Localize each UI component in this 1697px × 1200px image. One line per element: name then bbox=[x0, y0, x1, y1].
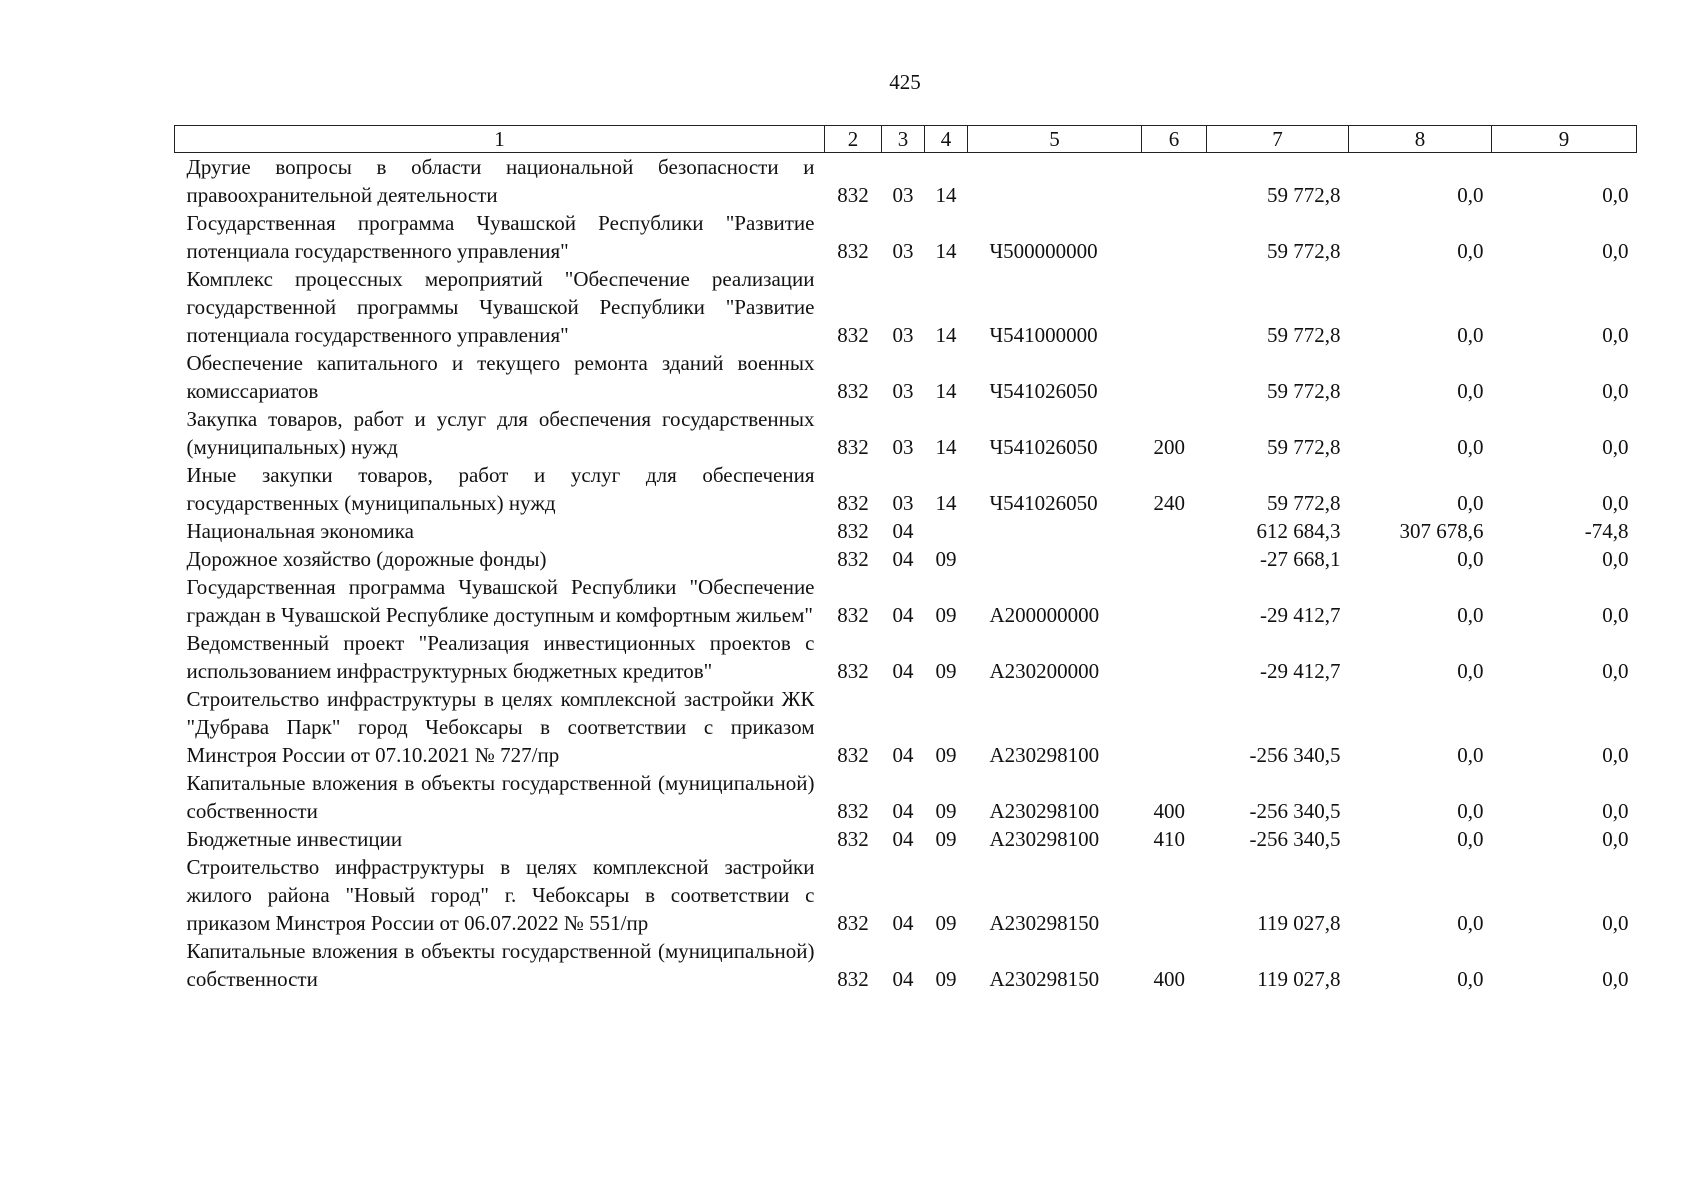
row-name: Другие вопросы в области национальной безопасности и правоохранительной деятельности bbox=[186, 155, 815, 207]
header-col-3: 3 bbox=[882, 126, 925, 153]
row-expense-type bbox=[1142, 629, 1207, 685]
row-section: 03 bbox=[892, 491, 914, 515]
row-target-article: Ч541000000 bbox=[989, 323, 1098, 347]
row-section: 04 bbox=[892, 827, 914, 851]
row-amount-8: 0,0 bbox=[1457, 799, 1484, 823]
row-name: Строительство инфраструктуры в целях комплексной застройки ЖК "Дубрава Парк" город Чебоксары в соответствии с приказом Минстроя России от 07.10.2021 № 727/пр bbox=[186, 687, 815, 767]
row-name: Ведомственный проект "Реализация инвестиционных проектов с использованием инфраструктурных бюджетных кредитов" bbox=[186, 631, 815, 683]
row-amount-8: 0,0 bbox=[1457, 547, 1484, 571]
row-amount-8: 0,0 bbox=[1457, 911, 1484, 935]
row-ministry-code: 832 bbox=[837, 379, 869, 403]
row-amount-8: 0,0 bbox=[1457, 967, 1484, 991]
row-amount-7: -256 340,5 bbox=[1249, 827, 1341, 851]
row-amount-8: 0,0 bbox=[1457, 827, 1484, 851]
row-subsection: 09 bbox=[935, 967, 957, 991]
row-target-article: А230298100 bbox=[989, 827, 1100, 851]
header-col-7: 7 bbox=[1207, 126, 1349, 153]
row-amount-7: 59 772,8 bbox=[1267, 323, 1341, 347]
row-amount-8: 0,0 bbox=[1457, 183, 1484, 207]
row-amount-9: 0,0 bbox=[1602, 491, 1629, 515]
row-target-article: Ч541026050 bbox=[989, 379, 1098, 403]
row-amount-7: -256 340,5 bbox=[1249, 799, 1341, 823]
row-target-article: А230298150 bbox=[989, 911, 1100, 935]
row-expense-type bbox=[1142, 265, 1207, 349]
row-section: 04 bbox=[892, 519, 914, 543]
row-amount-9: 0,0 bbox=[1602, 743, 1629, 767]
row-ministry-code: 832 bbox=[837, 827, 869, 851]
row-amount-8: 0,0 bbox=[1457, 603, 1484, 627]
row-subsection: 09 bbox=[935, 911, 957, 935]
row-subsection: 14 bbox=[935, 183, 957, 207]
table-row bbox=[175, 153, 1637, 210]
row-expense-type bbox=[1142, 153, 1207, 210]
row-expense-type: 200 bbox=[1153, 435, 1185, 459]
row-amount-9: 0,0 bbox=[1602, 911, 1629, 935]
row-amount-7: 119 027,8 bbox=[1257, 911, 1341, 935]
table-row bbox=[175, 545, 1637, 573]
row-expense-type bbox=[1142, 545, 1207, 573]
table-row bbox=[175, 405, 1637, 461]
row-subsection: 09 bbox=[935, 827, 957, 851]
row-amount-9: 0,0 bbox=[1602, 183, 1629, 207]
row-expense-type bbox=[1142, 349, 1207, 405]
row-ministry-code: 832 bbox=[837, 519, 869, 543]
row-name: Комплекс процессных мероприятий "Обеспечение реализации государственной программы Чувашской Республики "Развитие потенциала государственного управления" bbox=[186, 267, 815, 347]
row-expense-type bbox=[1142, 209, 1207, 265]
row-section: 04 bbox=[892, 911, 914, 935]
table-row bbox=[175, 769, 1637, 825]
row-ministry-code: 832 bbox=[837, 799, 869, 823]
row-ministry-code: 832 bbox=[837, 239, 869, 263]
row-amount-8: 0,0 bbox=[1457, 491, 1484, 515]
row-ministry-code: 832 bbox=[837, 967, 869, 991]
row-amount-7: 612 684,3 bbox=[1256, 519, 1341, 543]
row-amount-8: 0,0 bbox=[1457, 743, 1484, 767]
table-row bbox=[175, 629, 1637, 685]
row-subsection: 14 bbox=[935, 491, 957, 515]
table-body bbox=[175, 153, 1637, 994]
row-amount-8: 0,0 bbox=[1457, 323, 1484, 347]
row-name: Закупка товаров, работ и услуг для обеспечения государственных (муниципальных) нужд bbox=[186, 407, 815, 459]
table-row bbox=[175, 209, 1637, 265]
row-section: 04 bbox=[892, 603, 914, 627]
row-section: 04 bbox=[892, 967, 914, 991]
row-amount-7: 59 772,8 bbox=[1267, 435, 1341, 459]
row-ministry-code: 832 bbox=[837, 659, 869, 683]
row-expense-type: 240 bbox=[1153, 491, 1185, 515]
row-subsection: 09 bbox=[935, 547, 957, 571]
row-target-article: А230298100 bbox=[989, 799, 1100, 823]
header-col-9: 9 bbox=[1492, 126, 1637, 153]
header-col-1: 1 bbox=[175, 126, 825, 153]
row-section: 04 bbox=[892, 547, 914, 571]
row-name: Национальная экономика bbox=[186, 519, 414, 543]
row-ministry-code: 832 bbox=[837, 435, 869, 459]
row-name: Дорожное хозяйство (дорожные фонды) bbox=[186, 547, 547, 571]
row-amount-8: 0,0 bbox=[1457, 435, 1484, 459]
row-section: 04 bbox=[892, 659, 914, 683]
table-row bbox=[175, 517, 1637, 545]
row-subsection: 14 bbox=[935, 323, 957, 347]
row-target-article bbox=[968, 517, 1142, 545]
row-amount-8: 0,0 bbox=[1457, 379, 1484, 403]
row-target-article: Ч500000000 bbox=[989, 239, 1098, 263]
row-amount-7: -29 412,7 bbox=[1260, 603, 1341, 627]
row-amount-9: 0,0 bbox=[1602, 603, 1629, 627]
row-subsection bbox=[925, 517, 968, 545]
row-section: 03 bbox=[892, 379, 914, 403]
row-amount-7: 119 027,8 bbox=[1257, 967, 1341, 991]
row-expense-type bbox=[1142, 853, 1207, 937]
row-subsection: 14 bbox=[935, 379, 957, 403]
row-amount-9: 0,0 bbox=[1602, 239, 1629, 263]
row-ministry-code: 832 bbox=[837, 183, 869, 207]
table-row bbox=[175, 461, 1637, 517]
row-target-article: А230200000 bbox=[989, 659, 1100, 683]
row-amount-9: 0,0 bbox=[1602, 967, 1629, 991]
table-row bbox=[175, 685, 1637, 769]
table-row bbox=[175, 825, 1637, 853]
budget-table-container bbox=[174, 125, 1636, 993]
row-amount-7: 59 772,8 bbox=[1267, 491, 1341, 515]
row-subsection: 09 bbox=[935, 659, 957, 683]
row-subsection: 09 bbox=[935, 799, 957, 823]
row-subsection: 09 bbox=[935, 743, 957, 767]
row-name: Капитальные вложения в объекты государственной (муниципальной) собственности bbox=[186, 939, 815, 991]
row-expense-type bbox=[1142, 573, 1207, 629]
row-amount-7: -27 668,1 bbox=[1260, 547, 1341, 571]
row-target-article bbox=[968, 545, 1142, 573]
row-amount-7: -256 340,5 bbox=[1249, 743, 1341, 767]
row-amount-7: 59 772,8 bbox=[1267, 379, 1341, 403]
table-row bbox=[175, 265, 1637, 349]
row-section: 03 bbox=[892, 323, 914, 347]
header-col-4: 4 bbox=[925, 126, 968, 153]
row-expense-type: 400 bbox=[1153, 799, 1185, 823]
row-ministry-code: 832 bbox=[837, 323, 869, 347]
header-col-6: 6 bbox=[1142, 126, 1207, 153]
row-amount-9: 0,0 bbox=[1602, 659, 1629, 683]
row-section: 03 bbox=[892, 435, 914, 459]
row-section: 03 bbox=[892, 183, 914, 207]
row-amount-8: 307 678,6 bbox=[1399, 519, 1484, 543]
page-number: 425 bbox=[889, 70, 921, 94]
header-col-5: 5 bbox=[968, 126, 1142, 153]
header-col-2: 2 bbox=[825, 126, 882, 153]
row-target-article: Ч541026050 bbox=[989, 435, 1098, 459]
row-amount-9: 0,0 bbox=[1602, 827, 1629, 851]
header-row bbox=[175, 126, 1637, 153]
row-name: Капитальные вложения в объекты государственной (муниципальной) собственности bbox=[186, 771, 815, 823]
row-section: 04 bbox=[892, 743, 914, 767]
row-name: Строительство инфраструктуры в целях комплексной застройки жилого района "Новый город" г. Чебоксары в соответствии с приказом Минстроя России от 06.07.2022 № 551/пр bbox=[186, 855, 815, 935]
row-target-article: Ч541026050 bbox=[989, 491, 1098, 515]
header-col-8: 8 bbox=[1349, 126, 1492, 153]
table-row bbox=[175, 573, 1637, 629]
row-subsection: 14 bbox=[935, 435, 957, 459]
row-amount-9: 0,0 bbox=[1602, 379, 1629, 403]
row-subsection: 14 bbox=[935, 239, 957, 263]
row-amount-7: -29 412,7 bbox=[1260, 659, 1341, 683]
row-amount-9: 0,0 bbox=[1602, 799, 1629, 823]
table-row bbox=[175, 853, 1637, 937]
row-target-article: А230298150 bbox=[989, 967, 1100, 991]
row-ministry-code: 832 bbox=[837, 491, 869, 515]
row-ministry-code: 832 bbox=[837, 603, 869, 627]
row-expense-type bbox=[1142, 517, 1207, 545]
row-expense-type: 410 bbox=[1153, 827, 1185, 851]
row-amount-8: 0,0 bbox=[1457, 659, 1484, 683]
row-amount-7: 59 772,8 bbox=[1267, 239, 1341, 263]
row-ministry-code: 832 bbox=[837, 911, 869, 935]
row-name: Государственная программа Чувашской Республики "Обеспечение граждан в Чувашской Республике доступным и комфортным жильем" bbox=[186, 575, 815, 627]
row-amount-9: 0,0 bbox=[1602, 547, 1629, 571]
row-amount-9: 0,0 bbox=[1602, 323, 1629, 347]
row-subsection: 09 bbox=[935, 603, 957, 627]
row-amount-9: -74,8 bbox=[1584, 519, 1629, 543]
row-amount-8: 0,0 bbox=[1457, 239, 1484, 263]
row-target-article: А200000000 bbox=[989, 603, 1100, 627]
table-row bbox=[175, 349, 1637, 405]
row-target-article bbox=[968, 153, 1142, 210]
row-name: Бюджетные инвестиции bbox=[186, 827, 403, 851]
row-section: 03 bbox=[892, 239, 914, 263]
row-section: 04 bbox=[892, 799, 914, 823]
table-row bbox=[175, 937, 1637, 993]
budget-table bbox=[174, 125, 1637, 993]
row-amount-9: 0,0 bbox=[1602, 435, 1629, 459]
row-ministry-code: 832 bbox=[837, 743, 869, 767]
row-expense-type bbox=[1142, 685, 1207, 769]
row-name: Государственная программа Чувашской Республики "Развитие потенциала государственного управления" bbox=[186, 211, 815, 263]
row-name: Иные закупки товаров, работ и услуг для обеспечения государственных (муниципальных) нужд bbox=[186, 463, 815, 515]
row-target-article: А230298100 bbox=[989, 743, 1100, 767]
row-name: Обеспечение капитального и текущего ремонта зданий военных комиссариатов bbox=[186, 351, 815, 403]
row-amount-7: 59 772,8 bbox=[1267, 183, 1341, 207]
row-expense-type: 400 bbox=[1153, 967, 1185, 991]
row-ministry-code: 832 bbox=[837, 547, 869, 571]
